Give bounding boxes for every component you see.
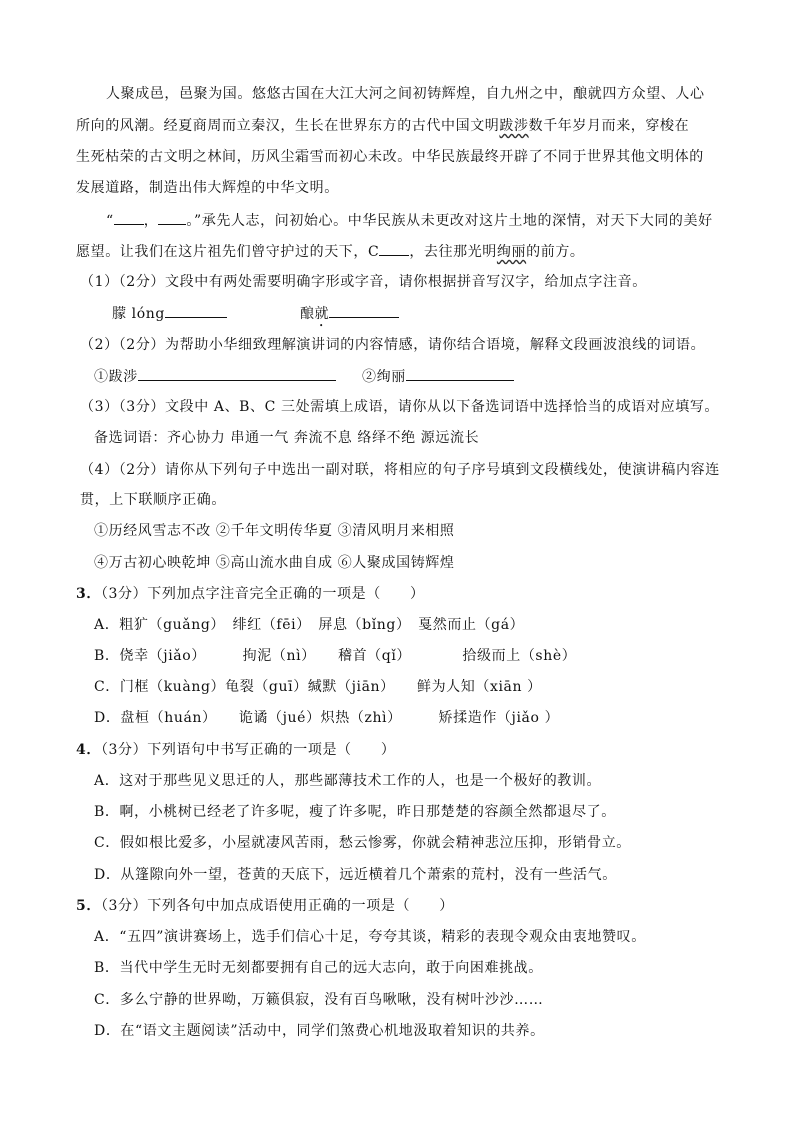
- passage-line: 所向的风潮。经夏商周而立秦汉，生长在世界东方的古代中国文明跋涉数千年岁月而来，穿梭在: [76, 118, 690, 134]
- question-5-stem: 5．（3分）下列各句中加点成语使用正确的一项是（ ）: [76, 898, 454, 914]
- question-3-option-b[interactable]: B．侥幸（jiǎo） 拘泥（nì） 稽首（qǐ） 拾级而上（shè）: [94, 648, 577, 664]
- answer-blank[interactable]: [329, 303, 399, 318]
- subquestion-4-stem: 贯，上下联顺序正确。: [80, 492, 226, 508]
- blank-c[interactable]: [379, 241, 409, 256]
- couplet-options-row-1: ①历经风雪志不改 ②千年文明传华夏 ③清风明月来相照: [94, 523, 455, 539]
- question-5-option-d[interactable]: D．在“语文主题阅读”活动中，同学们煞费心机地汲取着知识的共养。: [94, 1023, 545, 1039]
- answer-blank[interactable]: [165, 303, 227, 318]
- question-3-stem: 3．（3分）下列加点字注音完全正确的一项是（ ）: [76, 586, 425, 602]
- subquestion-2-item-1: ①跋涉: [94, 366, 336, 387]
- question-3-option-d[interactable]: D．盘桓（huán） 诡谲（jué）炽热（zhì） 矫揉造作（jiǎo ）: [94, 710, 560, 726]
- passage-line: 人聚成邑，邑聚为国。悠悠古国在大江大河之间初铸辉煌，自九州之中，酿就四方众望、人心: [106, 86, 705, 102]
- passage-line: 愿望。让我们在这片祖先们曾守护过的天下，C ，去往那光明绚丽的前方。: [76, 241, 585, 262]
- wavy-word-bashe: 跋涉: [499, 118, 529, 134]
- blank-a[interactable]: [114, 210, 144, 225]
- dotted-char: 就: [314, 306, 330, 322]
- question-5-option-c[interactable]: C．多么宁静的世界呦，万籁俱寂，没有百鸟啾啾，没有树叶沙沙……: [94, 992, 544, 1008]
- question-4-stem: 4．（3分）下列语句中书写正确的一项是（ ）: [76, 742, 396, 758]
- passage-line: 生死枯荣的古文明之林间，历风尘霜雪而初心未改。中华民族最终开辟了不同于世界其他文明体的: [76, 149, 704, 165]
- subquestion-2-item-2: ②绚丽: [362, 366, 514, 387]
- subquestion-4-stem: （4）（2分）请你从下列句子中选出一副对联，将相应的句子序号填到文段横线处，使演讲稿内容连: [80, 462, 720, 478]
- question-4-option-a[interactable]: A．这对于那些见义思迁的人，那些鄙薄技术工作的人，也是一个极好的教训。: [94, 773, 602, 789]
- couplet-options-row-2: ④万古初心映乾坤 ⑤高山流水曲自成 ⑥人聚成国铸辉煌: [94, 555, 455, 571]
- subquestion-1-item-2: 酿就: [300, 303, 399, 330]
- subquestion-3-options: 备选词语：齐心协力 串通一气 奔流不息 络绎不绝 源远流长: [94, 430, 480, 446]
- passage-line: 发展道路，制造出伟大辉煌的中华文明。: [76, 180, 339, 196]
- question-4-option-d[interactable]: D．从篷隙向外一望，苍黄的天底下，远近横着几个萧索的荒村，没有一些活气。: [94, 867, 617, 883]
- blank-b[interactable]: [158, 210, 186, 225]
- subquestion-1-item-1: 朦 lóng: [112, 303, 227, 324]
- question-5-option-a[interactable]: A．“五四”演讲赛场上，选手们信心十足，夸夸其谈，精彩的表现令观众由衷地赞叹。: [94, 929, 646, 945]
- question-4-option-b[interactable]: B．啊，小桃树已经老了许多呢，瘦了许多呢，昨日那楚楚的容颜全然都退尽了。: [94, 804, 616, 820]
- question-3-option-c[interactable]: C．门框（kuàng）龟裂（guī）缄默（jiān） 鲜为人知（xiān ）: [94, 679, 542, 695]
- answer-blank[interactable]: [138, 366, 336, 381]
- question-5-option-b[interactable]: B．当代中学生无时无刻都要拥有自己的远大志向，敢于向困难挑战。: [94, 960, 543, 976]
- subquestion-3-stem: （3）（3分）文段中 A、B、C 三处需填上成语，请你从以下备选词语中选择恰当的成语对应填写。: [80, 399, 720, 415]
- subquestion-2-stem: （2）（2分）为帮助小华细致理解演讲词的内容情感，请你结合语境，解释文段画波浪线的词语。: [80, 337, 706, 353]
- passage-line: “ ， 。”承先人志，问初始心。中华民族从未更改对这片土地的深情，对天下大同的美好: [106, 210, 713, 231]
- question-4-option-c[interactable]: C．假如根比爱多，小屋就凄风苦雨，愁云惨雾，你就会精神悲泣压抑，形销骨立。: [94, 835, 631, 851]
- question-3-option-a[interactable]: A．粗犷（guǎng） 绯红（fēi） 屏息（bǐng） 戛然而止（gá）: [94, 617, 525, 633]
- wavy-word-xuanli: 绚丽: [496, 244, 527, 260]
- answer-blank[interactable]: [406, 366, 514, 381]
- subquestion-1-stem: （1）（2分）文段中有两处需要明确字形或字音，请你根据拼音写汉字，给加点字注音。: [80, 274, 647, 290]
